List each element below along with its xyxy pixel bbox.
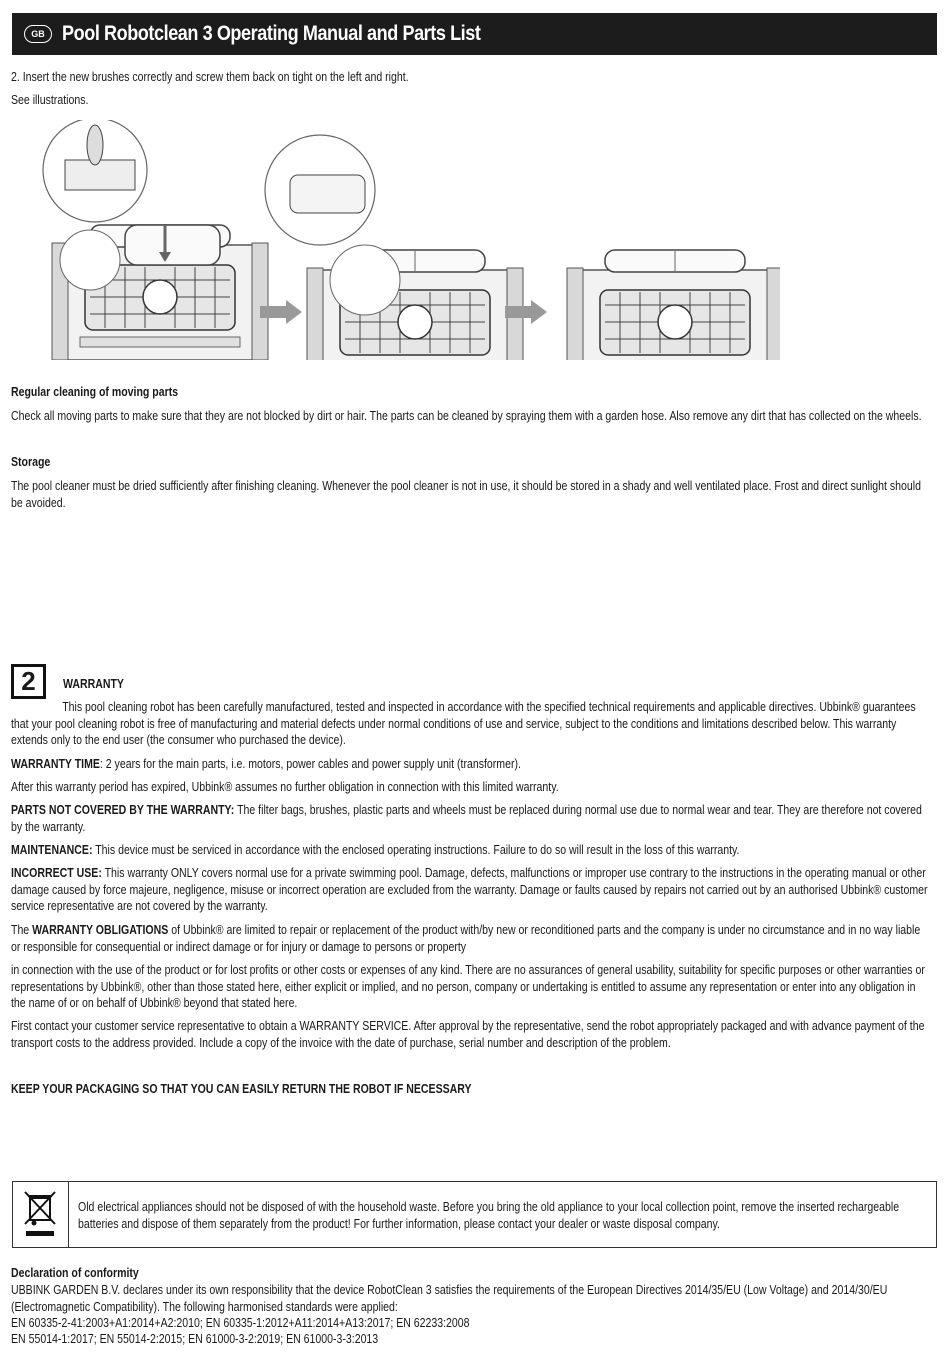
crossed-out-bin-icon <box>13 1182 69 1247</box>
conformity-text: UBBINK GARDEN B.V. declares under its own responsibility that the device RobotClean 3 satisfies the requirements of the European Directives 2014/35/EU (Low Voltage) and 2014/30/EU (Electromagnetic Compatibility). The following harmonised standards were applied: <box>11 1282 888 1314</box>
keep-packaging-note: KEEP YOUR PACKAGING SO THAT YOU CAN EASILY RETURN THE ROBOT IF NECESSARY <box>11 1081 472 1096</box>
warranty-contact: First contact your customer service representative to obtain a WARRANTY SERVICE. After approval by the representative, send the robot appropriately packaged and with advance payment of the transport costs to the address provided. Include a copy of the invoice with the date of purchase, serial number and description of the problem. <box>11 1018 925 1050</box>
warranty-connection: in connection with the use of the product or for lost profits or other costs or expenses of any kind. There are no assurances of general usability, suitability for specific purposes or other warranties or representations by Ubbink®, other than those stated here, either explicit or implied, and no person, company or undertaking is entitled to assume any representation or enter into any obligation in the name of or on behalf of Ubbink® beyond that stated here. <box>11 962 925 1010</box>
see-illustrations: See illustrations. <box>11 92 89 107</box>
weee-text: Old electrical appliances should not be disposed of with the household waste. Before you bring the old appliance to your local collection point, remove the inserted rechargeable batteries and dispose of them separately from the product! For further information, please contact your dealer or waste disposal company. <box>78 1199 900 1231</box>
maintenance: MAINTENANCE: This device must be serviced in accordance with the enclosed operating instructions. Failure to do so will result in the loss of this warranty. <box>11 842 740 857</box>
regular-cleaning-text: Check all moving parts to make sure that they are not blocked by dirt or hair. The parts can be cleaned by spraying them with a garden hose. Also remove any dirt that has collected on the wheels. <box>11 408 922 423</box>
warranty-obligations: The WARRANTY OBLIGATIONS of Ubbink® are limited to repair or replacement of the product with/by new or reconditioned parts and the company is under no circumstance and in no way liable or responsible for consequential or indirect damage or for injury or damage to persons or property <box>11 922 921 954</box>
weee-notice <box>12 1181 937 1248</box>
parts-not-covered: PARTS NOT COVERED BY THE WARRANTY: The filter bags, brushes, plastic parts and wheels must be replaced during normal use due to normal wear and tear. They are therefore not covered by the warranty. <box>11 802 922 834</box>
section-number-box: 2 <box>11 664 46 699</box>
incorrect-use: INCORRECT USE: This warranty ONLY covers normal use for a private swimming pool. Damage, defects, malfunctions or improper use contrary to the instructions in the operating manual or other damage caused by force majeure, negligence, misuse or incorrect operation are excluded from the warranty. Damage or faults caused by repairs not carried out by an authorised Ubbink® customer service representative are not covered by the warranty. <box>11 865 928 913</box>
step-text: 2. Insert the new brushes correctly and screw them back on tight on the left and right. <box>11 69 409 84</box>
warranty-intro: This pool cleaning robot has been carefully manufactured, tested and inspected in accordance with the specified technical requirements and applicable directives. Ubbink® guarantees that your pool cleaning robot is free of manufacturing and material defects under normal conditions of use and service, subject to the conditions and limitations described below. This warranty extends only to the end user (the consumer who purchased the device). <box>11 699 916 747</box>
regular-cleaning-heading: Regular cleaning of moving parts <box>11 384 179 399</box>
warranty-time: WARRANTY TIME: 2 years for the main parts, i.e. motors, power cables and power supply unit (transformer). <box>11 756 521 771</box>
warranty-heading: WARRANTY <box>63 676 124 691</box>
warranty-after: After this warranty period has expired, Ubbink® assumes no further obligation in connection with this limited warranty. <box>11 779 559 794</box>
page-header <box>12 13 937 55</box>
storage-text: The pool cleaner must be dried sufficiently after finishing cleaning. Whenever the pool cleaner is not in use, it should be stored in a shady and well ventilated place. Frost and direct sunlight should be avoided. <box>11 478 921 510</box>
language-badge: GB <box>24 25 52 43</box>
storage-heading: Storage <box>11 454 51 469</box>
conformity-standards-2: EN 55014-1:2017; EN 55014-2:2015; EN 61000-3-2:2019; EN 61000-3-3:2013 <box>11 1331 379 1346</box>
conformity-heading: Declaration of conformity <box>11 1265 139 1280</box>
conformity-standards-1: EN 60335-2-41:2003+A1:2014+A2:2010; EN 60335-1:2012+A11:2014+A13:2017; EN 62233:2008 <box>11 1315 470 1330</box>
brush-installation-illustration <box>35 120 780 360</box>
page-title: Pool Robotclean 3 Operating Manual and Parts List <box>62 22 481 45</box>
